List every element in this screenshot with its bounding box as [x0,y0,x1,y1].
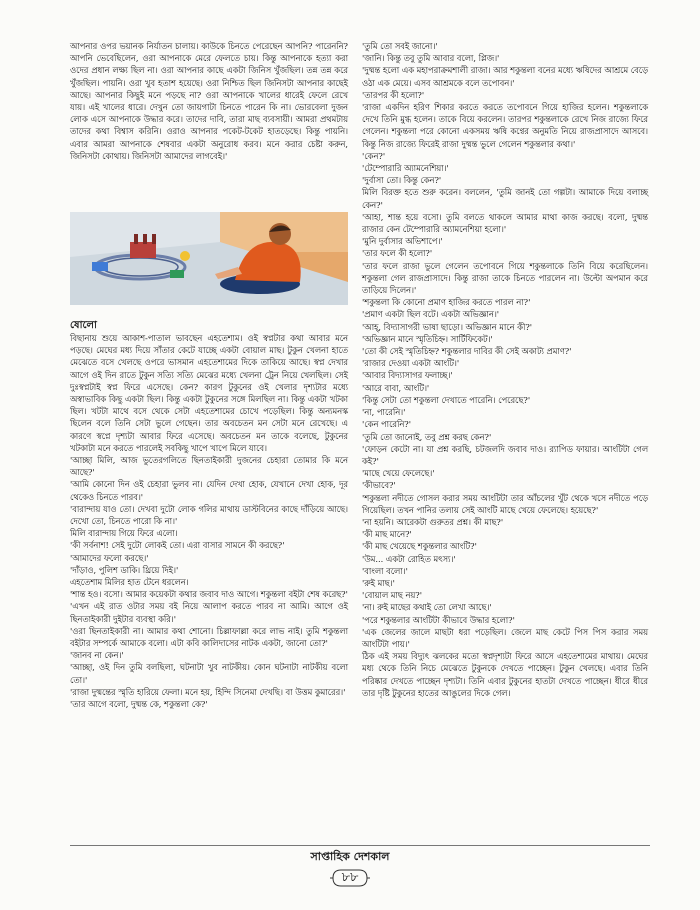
child-playing-train-illustration [70,212,348,305]
footer-divider [70,845,650,846]
paragraph-left-bottom: বিছানায় শুয়ে আকাশ-পাতাল ভাবছেন এহতেশাম। ওই স্বপ্নটার কথা আবার মনে পড়ছে। মেঘের মধ্য দিয়ে সাঁতার কেটে যাচ্ছে একটা বোয়াল মাছ। টুকুন খেলনা হাতে মেঝেতে বসে খেলছে ওপরে ভাসমান এহতেশামের দিকে তাকিয়ে আছে। স্বপ্ন দেখার আগে ওই দিন রাতে টুকুন সত্যি সত্যি মেঝের মধ্যে খেলনা ট্রেন নিয়ে খেলছিল। সেই দুঃস্বপ্নটাই স্বপ্ন ফিরে এসেছে। কেন? কারণ টুকুনের ওই খেলার দৃশ্যটার মধ্যে অস্বাভাবিক কিছু একটা ছিল। কিন্তু একটা টুকুনের সঙ্গে মিলছিল না। কিন্তু একটা খটকা ছিল। খটটা মাথে বসে থেকে সেটা এহতেশামের চোখে পড়েছিল। কিন্তু অন্যমনস্ক ছিলেন বলে তিনি সেটা ভুলে গেছেন। তার অবচেতন মন সেটা মনে রেখেছে। এ কারণে স্বপ্নে দৃশ্যটা আবার ফিরে এসেছে। অবচেতন মন তাকে বলেছে, টুকুনের খটকাটা মনে করতে পারলেই সবকিছু খাপে খাপে মিলে যাবে। 'আচ্ছা মিলি, আজ ভুতেরগলিতে ছিনতাইকারী দুজনের চেহারা তোমার কি মনে আছে?' 'আমি কোনো দিন ওই চেহারা ভুলব না। যেদিন দেখা হোক, যেখানে দেখা হোক, দূর থেকেও চিনতে পারব।' 'বারান্দায় যাও তো। দেখবা দুটো লোক গলির মাথায় ডাস্টবিনের কাছে দাঁড়িয়ে আছে। দেখো তো, চিনতে পারো কি না।' মিলি বারান্দায় গিয়ে ফিরে এলো। 'কী সর্বনাশ! সেই দুটো লোকই তো। এরা বাসার সামনে কী করছে?' 'আমাদের ফলো করছে।' 'দাঁড়াও, পুলিশ ডাকি। থ্রিয়ে দিই।' এহতেশাম মিলির হাত টেনে ধরলেন। 'শান্ত হও। বসো। আমার কয়েকটা কথার জবাব দাও আগে। শকুন্তলা বইটা শেষ করেছ?' 'এখন এই রাত ওটার সময় বই নিয়ে আলাপ করতে পারব না আমি। আগে ওই ছিনতাইকারী দুইটার ব্যবস্থা করি।' 'ওরা ছিনতাইকারী না। আমার কথা শোনো। চিল্লাফাল্লা করে লাভ নাই। তুমি শকুন্তলা বইটার সম্পর্কে আমাকে বলো। এটা কবি কালিদাসের নাটক একটা, জানো তো?' 'জানব না কেন।' 'আচ্ছা, ওই দিন তুমি বলছিলা, ঘটনাটা খুব নাটকীয়। কোন ঘটনাটা নাটকীয় বলো তো।' 'রাজা দুষ্মন্তের স্মৃতি হারিয়ে ফেলা। মনে হয়, হিন্দি সিনেমা দেখছি। বা উত্তম কুমারের।' 'তার আগে বলো, দুষ্মন্ত কে, শকুন্তলা কে?' [70,333,348,710]
paragraph-right: 'তুমি তো সবই জানো।' 'জানি। কিন্তু তবু তুমি আবার বলো, প্লিজ।' 'দুষ্মন্ত হলো এক মহাপরাক্রমশালী রাজা। আর শকুন্তলা বনের মধ্যে ঋষিদের আশ্রমে বেড়ে ওঠা এক মেয়ে। এসব আশ্রমকে বলে তপোবন।' 'তারপর কী হলো?' 'রাজা একদিন হরিণ শিকার করতে করতে তপোবনে গিয়ে হাজির হলেন। শকুন্তলাকে দেখে তিনি মুগ্ধ হলেন। তাকে বিয়ে করলেন। তারপর শকুন্তলাকে রেখে নিজ রাজ্যে ফিরে গেলেন। শকুন্তলা পরে কোনো একসময় ঋষি কণ্বের অনুমতি নিয়ে রাজপ্রাসাদে আসবে। কিন্তু নিজ রাজ্যে ফিরেই রাজা দুষ্মন্ত ভুলে গেলেন শকুন্তলার কথা।' 'কেন?' 'টেম্পোরারি অ্যামনেশিয়া।' 'দুর্বাসা তো। কিন্তু কেন?' মিলি বিরক্ত হতে শুরু করেন। বললেন, 'তুমি জানই তো গল্পটা। আমাকে দিয়ে বলাচ্ছ কেন?' 'আহা, শান্ত হয়ে বসো। তুমি বলতে থাকলে আমার মাথা কাজ করছে। বলো, দুষ্মন্ত রাজার কেন টেম্পোরারি অ্যামনেশিয়া হলো।' 'মুনি দুর্বাসার অভিশাপে।' 'তার ফলে কী হলো?' 'তার ফলে রাজা ভুলে গেলেন তপোবনে গিয়ে শকুন্তলাকে তিনি বিয়ে করেছিলেন। শকুন্তলা গেল রাজপ্রাসাদে। কিন্তু রাজা তাকে চিনতে পারলেন না। উল্টো অপমান করে তাড়িয়ে দিলেন।' 'শকুন্তলা কি কোনো প্রমাণ হাজির করতে পারল না?' 'প্রমাণ একটা ছিল বটে। একটা অভিজ্ঞান।' 'আহ্, বিদ্যাসাগরী ভাষা ছাড়ো। অভিজ্ঞান মানে কী?' 'অভিজ্ঞান মানে স্মৃতিচিহ্ন। সার্টিফিকেট।' 'তো কী সেই স্মৃতিচিহ্ন? শকুন্তলার দাবির কী সেই অকাট্য প্রমাণ?' 'রাজার দেওয়া একটা আংটি।' 'আবার বিদ্যাসাগর ফলাচ্ছ।' 'আরে বাবা, আংটি।' 'কিন্তু সেটা তো শকুন্তলা দেখাতে পারেনি। পেরেছে?' 'না, পারেনি।' 'কেন পারেনি?' 'তুমি তো জানোই, তবু প্রশ্ন করছ কেন?' 'ফোড়ন কেটো না। যা প্রশ্ন করছি, চটজলদি জবাব দাও। র‍্যাপিড ফায়ার। আংটিটা গেল কই?' 'মাছে খেয়ে ফেলেছে।' 'কীভাবে?' 'শকুন্তলা নদীতে গোসল করার সময় আংটিটা তার আঁচলের খুঁট থেকে খসে নদীতে পড়ে গিয়েছিল। তখন পানির তলায় সেই আংটি মাছে খেয়ে ফেলেছে। হয়েছে?' 'না হয়নি। আরেকটা গুরুতর প্রশ্ন। কী মাছ?' 'কী মাছ মানে?' 'কী মাছ খেয়েছে শকুন্তলার আংটি?' 'উম... একটা রোহিত মৎস্য।' 'বাংলা বলো।' 'রুই মাছ।' 'বোয়াল মাছ নয়?' 'না। রুই মাছের কথাই তো লেখা আছে।' 'পরে শকুন্তলার আংটিটা কীভাবে উদ্ধার হলো?' 'এক জেলের জালে মাছটা ধরা পড়েছিল। জেলে মাছ কেটে পিস পিস করার সময় আংটিটা পায়।' ঠিক এই সময় বিদ্যুৎ ঝলকের মতো স্বপ্নদৃশ্যটা ফিরে আসে এহতেশামের মাথায়। মেঘের মধ্য থেকে তিনি নিচে মেঝেতে টুকুনকে দেখতে পাচ্ছেন। টুকুন খেলছে। এবার তিনি পরিষ্কার দেখতে পাচ্ছেন দৃশ্যটা। তিনি এবার টুকুনের হাতটা দেখতে পাচ্ছেন। ধীরে ধীরে তার দৃষ্টি টুকুনের হাতের আঙুলের দিকে গেল। [362,41,648,698]
paragraph-left-top: আপনার ওপর ভয়ানক নির্যাতন চালায়। কাউকে চিনতে পেরেছেন আপনি? পারেননি? আপনি ভেবেছিলেন, ওরা আপনাকে মেরে ফেলতে চায়। কিন্তু আপনাকে হত্যা করা ওদের প্রধান লক্ষ্য ছিল না। ওরা আপনার কাছে একটা জিনিস খুঁজছিল। তন্ন তন্ন করে খুঁজছিল। পায়নি। ওরা খুব হতাশ হয়েছে। ওরা নিশ্চিত ছিল জিনিসটা আপনার কাছেই আছে। আপনার কিছুই মনে পড়ছে না? ওরা আপনাকে খালের ধারেই ফেলে রেখে যায়। এই খালের ধারে। দেখুন তো জায়গাটা চিনতে পারেন কি না। ভোরবেলা দুজন লোক এসে আপনাকে উদ্ধার করে। তাদের দাবি, তারা মাছ ব্যবসায়ী। আমরা প্রথমটায় তাদের কথা বিশ্বাস করিনি। ওরাও আপনার পকেট-টকেট হাতড়েছে। কিন্তু পায়নি। এবার আমরা আপনাকে শেষবার একটা অনুরোধ করব। মনে করার চেষ্টা করুন, জিনিসটা কোথায়। জিনিসটা আমাদের লাগবেই।' [70,41,348,161]
left-column-top [70,40,348,162]
story-illustration [70,212,348,305]
right-column [362,40,648,699]
chapter-heading: ষোলো [70,320,97,331]
page-number-badge [329,867,371,889]
magazine-name: সাপ্তাহিক দেশকাল [310,850,390,863]
page-number: ৮৮ [341,870,359,885]
left-column-bottom [70,332,348,710]
